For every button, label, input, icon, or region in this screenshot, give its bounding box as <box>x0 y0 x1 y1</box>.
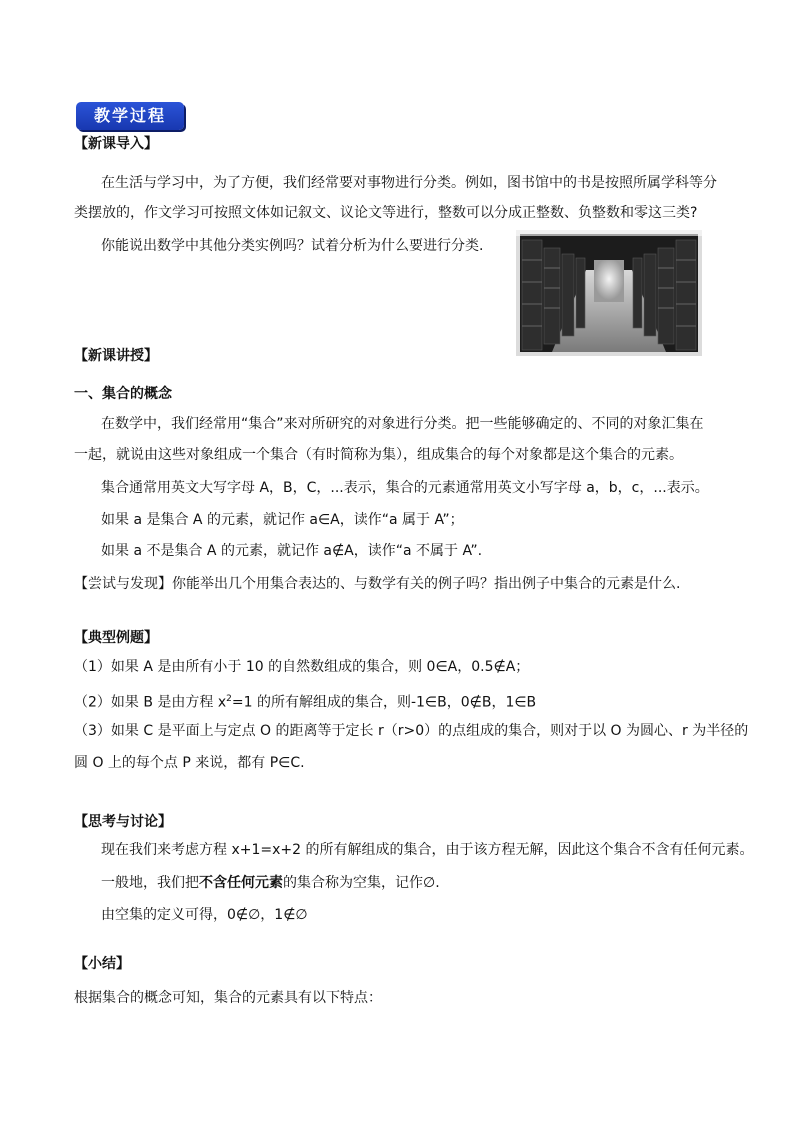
empty-set-text-b: 的集合称为空集，记作∅. <box>283 875 440 891</box>
examples-heading: 【典型例题】 <box>74 630 158 646</box>
empty-set-text-a: 一般地，我们把 <box>101 875 199 891</box>
example-2-text-a: （2）如果 B 是由方程 x <box>74 694 227 711</box>
intro-paragraph-line-2: 类摆放的，作文学习可按照文体如记叙文、议论文等进行，整数可以分成正整数、负整数和零这三类? <box>74 205 698 221</box>
intro-question: 你能说出数学中其他分类实例吗？试着分析为什么要进行分类. <box>101 238 484 254</box>
intro-paragraph-line-1: 在生活与学习中，为了方便，我们经常要对事物进行分类。例如，图书馆中的书是按照所属学科等分 <box>101 175 717 191</box>
discuss-heading: 【思考与讨论】 <box>74 814 172 830</box>
concept-paragraph-line-2: 一起，就说由这些对象组成一个集合（有时简称为集），组成集合的每个对象都是这个集合的元素。 <box>74 447 683 463</box>
example-1: （1）如果 A 是由所有小于 10 的自然数组成的集合，则 0∈A，0.5∉A； <box>74 659 530 675</box>
library-photo <box>516 230 702 356</box>
empty-set-consequence: 由空集的定义可得，0∉∅，1∉∅ <box>101 907 308 923</box>
empty-set-definition <box>101 873 440 893</box>
empty-set-emphasis: 不含任何元素 <box>199 875 283 891</box>
example-2-exponent: 2 <box>226 694 232 704</box>
example-3-line-1: （3）如果 C 是平面上与定点 O 的距离等于定长 r（r>0）的点组成的集合，则对于以 O 为圆心、r 为半径的 <box>74 723 749 739</box>
not-belongs-paragraph: 如果 a 不是集合 A 的元素，就记作 a∉A，读作“a 不属于 A”. <box>101 543 483 559</box>
intro-heading: 【新课导入】 <box>74 136 158 152</box>
example-3-line-2: 圆 O 上的每个点 P 来说，都有 P∈C. <box>74 755 305 771</box>
lesson-heading: 【新课讲授】 <box>74 348 158 364</box>
example-2 <box>74 689 536 713</box>
concept-paragraph-line-1: 在数学中，我们经常用“集合”来对所研究的对象进行分类。把一些能够确定的、不同的对象汇集在 <box>101 416 704 432</box>
notation-paragraph: 集合通常用英文大写字母 A，B，C，...表示，集合的元素通常用英文小写字母 a，b，c，...表示。 <box>101 480 709 496</box>
belongs-paragraph: 如果 a 是集合 A 的元素，就记作 a∈A，读作“a 属于 A”； <box>101 512 464 528</box>
example-2-text-b: =1 的所有解组成的集合，则-1∈B，0∉B，1∈B <box>231 694 537 711</box>
summary-heading: 【小结】 <box>74 956 130 972</box>
section-badge-label: 教学过程 <box>93 106 166 125</box>
try-and-discover: 【尝试与发现】你能举出几个用集合表达的、与数学有关的例子吗？指出例子中集合的元素是什么. <box>74 576 681 592</box>
section-badge <box>76 102 184 130</box>
summary-paragraph: 根据集合的概念可知，集合的元素具有以下特点： <box>74 990 382 1006</box>
discuss-paragraph-1: 现在我们来考虑方程 x+1=x+2 的所有解组成的集合，由于该方程无解，因此这个集合不含有任何元素。 <box>101 842 754 858</box>
concept-subheading: 一、集合的概念 <box>74 386 172 402</box>
